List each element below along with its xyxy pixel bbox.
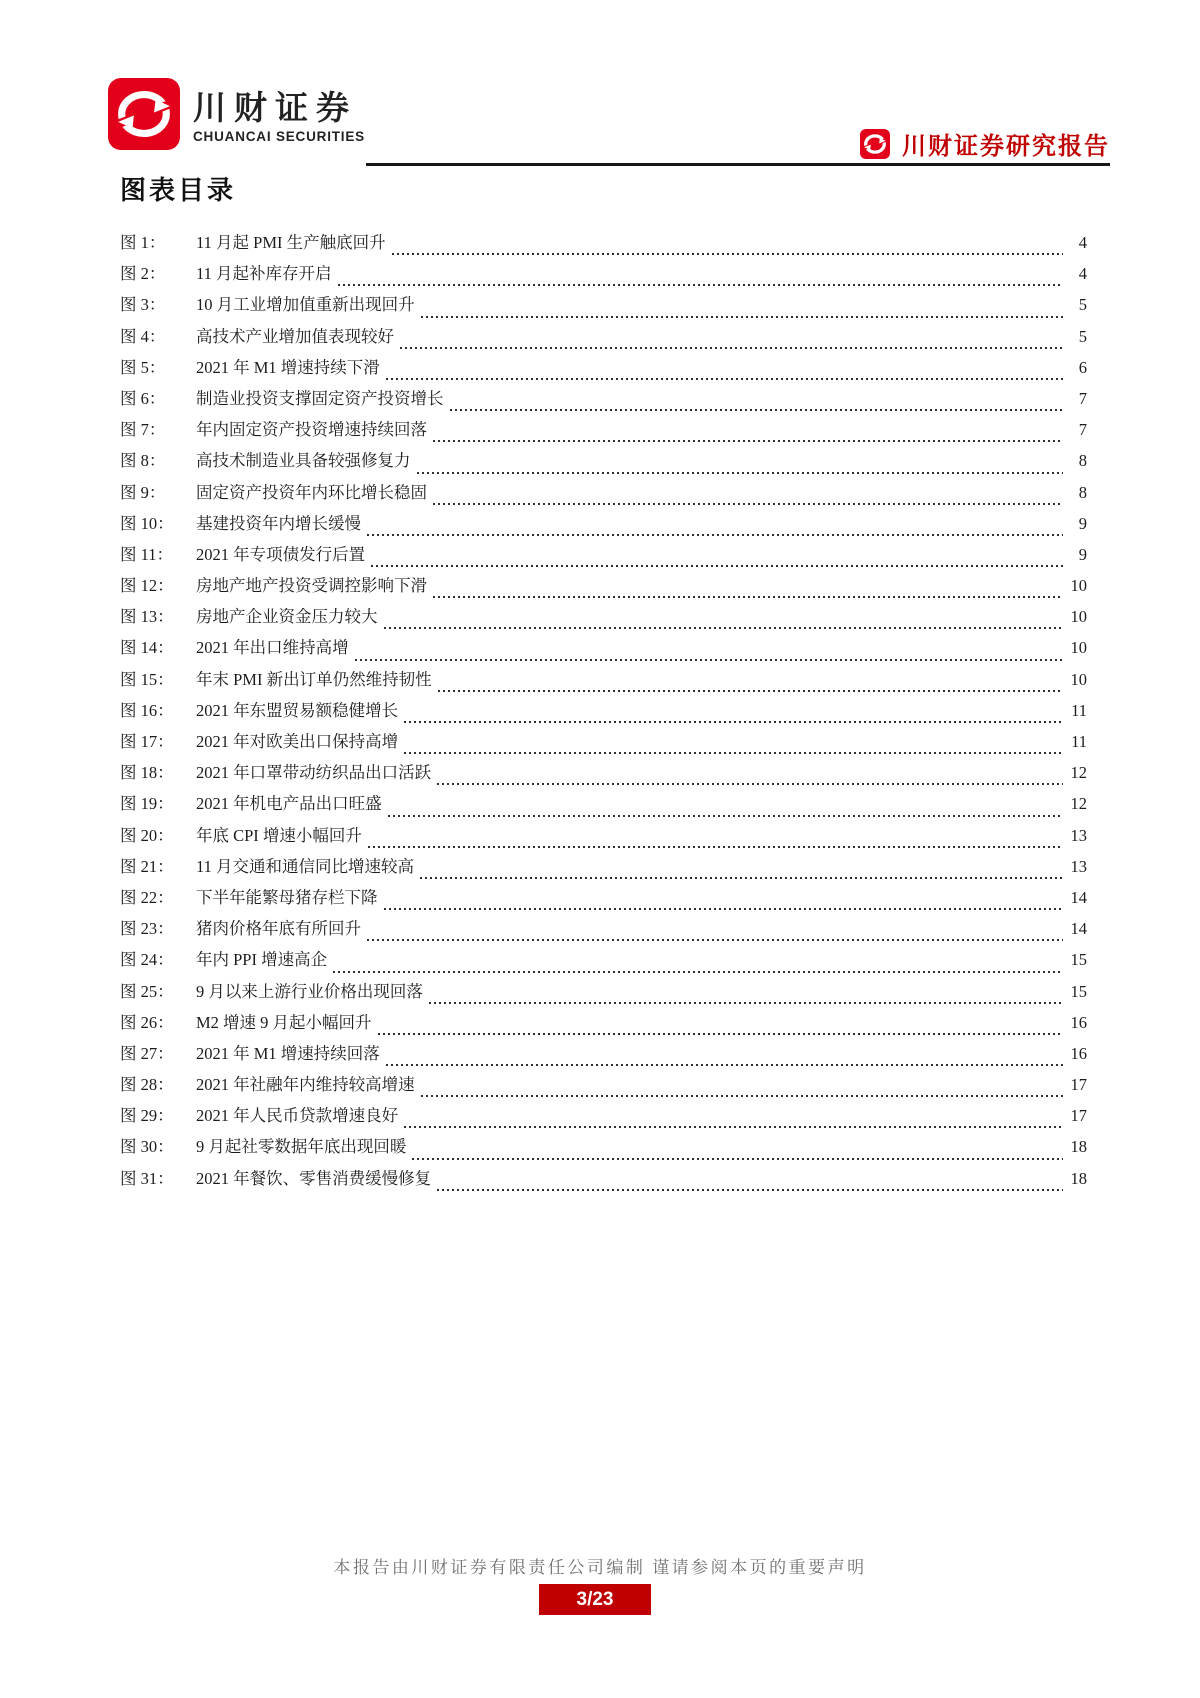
toc-entry-page: 9 xyxy=(1078,544,1087,564)
toc-entry-title: 高技术产业增加值表现较好 xyxy=(196,326,394,346)
toc-entry-page: 10 xyxy=(1070,576,1087,596)
toc-entry[interactable] xyxy=(120,541,1087,572)
toc-dot-leader xyxy=(438,690,1063,692)
toc-entry-title: 年底 CPI 增速小幅回升 xyxy=(196,825,362,845)
toc-entry-page: 13 xyxy=(1070,856,1087,876)
toc-entry[interactable] xyxy=(120,323,1087,354)
toc-entry-page: 4 xyxy=(1078,264,1087,284)
toc-entry-label: 图 23： xyxy=(120,919,174,939)
report-header xyxy=(860,126,1110,161)
toc-entry-label: 图 1： xyxy=(120,233,166,252)
chuancai-mini-logo-icon xyxy=(860,129,890,159)
toc-entry-title: 11 月起 PMI 生产触底回升 xyxy=(196,233,386,252)
toc-entry-title: 猪肉价格年底有所回升 xyxy=(196,919,361,939)
toc-entry[interactable] xyxy=(120,291,1087,322)
toc-entry-label: 图 11： xyxy=(120,544,174,564)
toc-entry-page: 14 xyxy=(1070,887,1087,907)
toc-entry-title: 下半年能繁母猪存栏下降 xyxy=(196,887,378,907)
toc-entry-page: 11 xyxy=(1071,700,1087,720)
toc-entry[interactable] xyxy=(120,666,1087,697)
toc-dot-leader xyxy=(417,472,1064,474)
chuancai-logo-icon xyxy=(108,78,180,150)
toc-entry-label: 图 3： xyxy=(120,295,166,315)
toc-entry-title: 2021 年对欧美出口保持高增 xyxy=(196,732,399,751)
toc-entry-page: 18 xyxy=(1070,1168,1087,1188)
toc-entry[interactable] xyxy=(120,884,1087,915)
toc-entry-label: 图 15： xyxy=(120,669,174,689)
toc-entry-title: 11 月起补库存开启 xyxy=(196,264,332,284)
toc-entry[interactable] xyxy=(120,385,1087,416)
toc-entry-page: 15 xyxy=(1070,950,1087,970)
toc-entry-title: 2021 年 M1 增速持续下滑 xyxy=(196,357,380,377)
toc-entry-title: 2021 年机电产品出口旺盛 xyxy=(196,794,382,814)
toc-entry[interactable] xyxy=(120,822,1087,853)
report-series-label: 川财证券研究报告 xyxy=(902,134,1110,160)
toc-entry-label: 图 30： xyxy=(120,1137,174,1157)
toc-entry-title: 房地产地产投资受调控影响下滑 xyxy=(196,576,427,596)
toc-entry-title: 2021 年人民币贷款增速良好 xyxy=(196,1106,399,1126)
toc-entry-page: 7 xyxy=(1078,388,1087,408)
toc-dot-leader xyxy=(367,939,1063,941)
toc-entry-page: 7 xyxy=(1078,420,1087,440)
toc-entry-title: 9 月以来上游行业价格出现回落 xyxy=(196,981,423,1001)
company-logo xyxy=(108,78,365,150)
toc-entry-label: 图 13： xyxy=(120,607,174,627)
toc-entry-page: 4 xyxy=(1078,233,1087,252)
toc-entry-page: 13 xyxy=(1070,825,1087,845)
toc-entry[interactable] xyxy=(120,946,1087,977)
toc-entry-page: 17 xyxy=(1070,1106,1087,1126)
toc-entry-page: 16 xyxy=(1070,1012,1087,1032)
toc-entry-label: 图 2： xyxy=(120,264,166,284)
toc-entry-label: 图 25： xyxy=(120,981,174,1001)
toc-dot-leader xyxy=(437,783,1063,785)
toc-dot-leader xyxy=(433,503,1063,505)
toc-entry[interactable] xyxy=(120,510,1087,541)
toc-entry-label: 图 18： xyxy=(120,763,174,783)
toc-list xyxy=(120,229,1087,1196)
toc-entry-label: 图 20： xyxy=(120,825,174,845)
toc-entry-title: 2021 年口罩带动纺织品出口活跃 xyxy=(196,763,432,783)
toc-entry-label: 图 27： xyxy=(120,1043,174,1063)
toc-entry-page: 5 xyxy=(1078,326,1087,346)
toc-entry-label: 图 21： xyxy=(120,856,174,876)
toc-entry[interactable] xyxy=(120,915,1087,946)
toc-entry-page: 18 xyxy=(1070,1137,1087,1157)
toc-entry-page: 12 xyxy=(1070,794,1087,814)
toc-entry[interactable] xyxy=(120,1071,1087,1102)
toc-entry-label: 图 10： xyxy=(120,513,174,533)
toc-entry-label: 图 14： xyxy=(120,638,174,658)
toc-entry-label: 图 8： xyxy=(120,451,166,471)
toc-entry-title: 2021 年专项债发行后置 xyxy=(196,544,366,564)
page-number-badge: 3/23 xyxy=(539,1584,651,1615)
toc-entry-page: 9 xyxy=(1078,513,1087,533)
toc-entry-page: 10 xyxy=(1070,669,1087,689)
footer-disclaimer: 本报告由川财证券有限责任公司编制 谨请参阅本页的重要声明 xyxy=(333,1558,867,1577)
toc-entry-title: 2021 年 M1 增速持续回落 xyxy=(196,1043,380,1063)
logo-name-en: CHUANCAI SECURITIES xyxy=(193,129,365,145)
logo-name-cn: 川财证券 xyxy=(193,89,357,126)
toc-entry-page: 17 xyxy=(1070,1075,1087,1095)
toc-entry-label: 图 19： xyxy=(120,794,174,814)
toc-entry-label: 图 28： xyxy=(120,1075,174,1095)
toc-dot-leader xyxy=(378,1033,1063,1035)
toc-dot-leader xyxy=(433,440,1063,442)
toc-entry-title: 2021 年东盟贸易额稳健增长 xyxy=(196,700,399,720)
toc-entry[interactable] xyxy=(120,1009,1087,1040)
toc-entry[interactable] xyxy=(120,1102,1087,1133)
toc-dot-leader xyxy=(400,347,1063,349)
toc-entry-page: 6 xyxy=(1078,357,1087,377)
toc-entry[interactable] xyxy=(120,416,1087,447)
toc-entry-title: 年内固定资产投资增速持续回落 xyxy=(196,420,427,440)
toc-entry-label: 图 26： xyxy=(120,1012,174,1032)
toc-entry-title: 制造业投资支撑固定资产投资增长 xyxy=(196,388,444,408)
toc-entry-title: 2021 年社融年内维持较高增速 xyxy=(196,1075,415,1095)
toc-entry-label: 图 12： xyxy=(120,576,174,596)
toc-dot-leader xyxy=(437,1189,1063,1191)
toc-dot-leader xyxy=(404,1126,1063,1128)
toc-entry-title: 基建投资年内增长缓慢 xyxy=(196,513,361,533)
toc-dot-leader xyxy=(386,1064,1063,1066)
toc-dot-leader xyxy=(367,534,1063,536)
toc-dot-leader xyxy=(368,846,1063,848)
toc-entry[interactable] xyxy=(120,697,1087,728)
toc-dot-leader xyxy=(433,596,1063,598)
toc-dot-leader xyxy=(412,1158,1063,1160)
toc-entry[interactable] xyxy=(120,1040,1087,1071)
toc-entry-label: 图 22： xyxy=(120,887,174,907)
toc-entry-page: 8 xyxy=(1078,482,1087,502)
toc-entry[interactable] xyxy=(120,978,1087,1009)
toc-entry-page: 10 xyxy=(1070,607,1087,627)
toc-entry[interactable] xyxy=(120,479,1087,510)
toc-entry[interactable] xyxy=(120,1165,1087,1196)
toc-entry[interactable] xyxy=(120,790,1087,821)
toc-entry-label: 图 6： xyxy=(120,388,166,408)
header-divider xyxy=(366,163,1110,166)
toc-dot-leader xyxy=(421,1095,1063,1097)
toc-entry[interactable] xyxy=(120,260,1087,291)
toc-entry-title: 年末 PMI 新出订单仍然维持韧性 xyxy=(196,669,432,689)
toc-entry-title: 年内 PPI 增速高企 xyxy=(196,950,328,970)
toc-entry-title: 10 月工业增加值重新出现回升 xyxy=(196,295,415,315)
toc-dot-leader xyxy=(384,627,1064,629)
toc-entry-page: 12 xyxy=(1070,763,1087,783)
toc-dot-leader xyxy=(384,908,1064,910)
toc-entry-title: 2021 年出口维持高增 xyxy=(196,638,349,658)
toc-entry[interactable] xyxy=(120,853,1087,884)
toc-entry[interactable] xyxy=(120,354,1087,385)
toc-entry-title: 2021 年餐饮、零售消费缓慢修复 xyxy=(196,1168,432,1188)
toc-entry-page: 16 xyxy=(1070,1043,1087,1063)
toc-dot-leader xyxy=(355,659,1063,661)
toc-entry-title: 11 月交通和通信同比增速较高 xyxy=(196,856,415,876)
toc-dot-leader xyxy=(333,971,1063,973)
toc-dot-leader xyxy=(338,284,1063,286)
toc-entry-label: 图 29： xyxy=(120,1106,174,1126)
toc-entry-page: 15 xyxy=(1070,981,1087,1001)
logo-text-block xyxy=(193,78,365,144)
toc-dot-leader xyxy=(421,316,1063,318)
toc-dot-leader xyxy=(404,721,1063,723)
toc-entry-label: 图 7： xyxy=(120,420,166,440)
toc-entry-title: 9 月起社零数据年底出现回暖 xyxy=(196,1137,407,1157)
toc-dot-leader xyxy=(450,409,1064,411)
toc-entry[interactable] xyxy=(120,229,1087,260)
toc-entry[interactable] xyxy=(120,1133,1087,1164)
toc-entry-page: 5 xyxy=(1078,295,1087,315)
toc-entry[interactable] xyxy=(120,447,1087,478)
toc-entry[interactable] xyxy=(120,759,1087,790)
toc-dot-leader xyxy=(420,877,1063,879)
toc-entry-label: 图 31： xyxy=(120,1168,174,1188)
toc-entry-page: 10 xyxy=(1070,638,1087,658)
toc-dot-leader xyxy=(392,253,1063,255)
toc-dot-leader xyxy=(388,815,1063,817)
toc-dot-leader xyxy=(386,378,1063,380)
toc-entry-label: 图 16： xyxy=(120,700,174,720)
toc-entry-label: 图 24： xyxy=(120,950,174,970)
toc-title: 图表目录 xyxy=(120,176,237,205)
toc-entry[interactable] xyxy=(120,603,1087,634)
toc-entry-title: 固定资产投资年内环比增长稳固 xyxy=(196,482,427,502)
toc-dot-leader xyxy=(429,1002,1063,1004)
toc-entry-label: 图 9： xyxy=(120,482,166,502)
toc-entry-label: 图 5： xyxy=(120,357,166,377)
toc-dot-leader xyxy=(371,565,1063,567)
toc-entry[interactable] xyxy=(120,728,1087,759)
toc-entry[interactable] xyxy=(120,634,1087,665)
toc-entry-title: M2 增速 9 月起小幅回升 xyxy=(196,1012,372,1032)
toc-entry-label: 图 4： xyxy=(120,326,166,346)
toc-entry[interactable] xyxy=(120,572,1087,603)
toc-entry-label: 图 17： xyxy=(120,732,174,751)
toc-entry-title: 高技术制造业具备较强修复力 xyxy=(196,451,411,471)
toc-dot-leader xyxy=(404,752,1063,754)
toc-entry-title: 房地产企业资金压力较大 xyxy=(196,607,378,627)
toc-entry-page: 14 xyxy=(1070,919,1087,939)
toc-entry-page: 11 xyxy=(1071,732,1087,751)
toc-entry-page: 8 xyxy=(1078,451,1087,471)
